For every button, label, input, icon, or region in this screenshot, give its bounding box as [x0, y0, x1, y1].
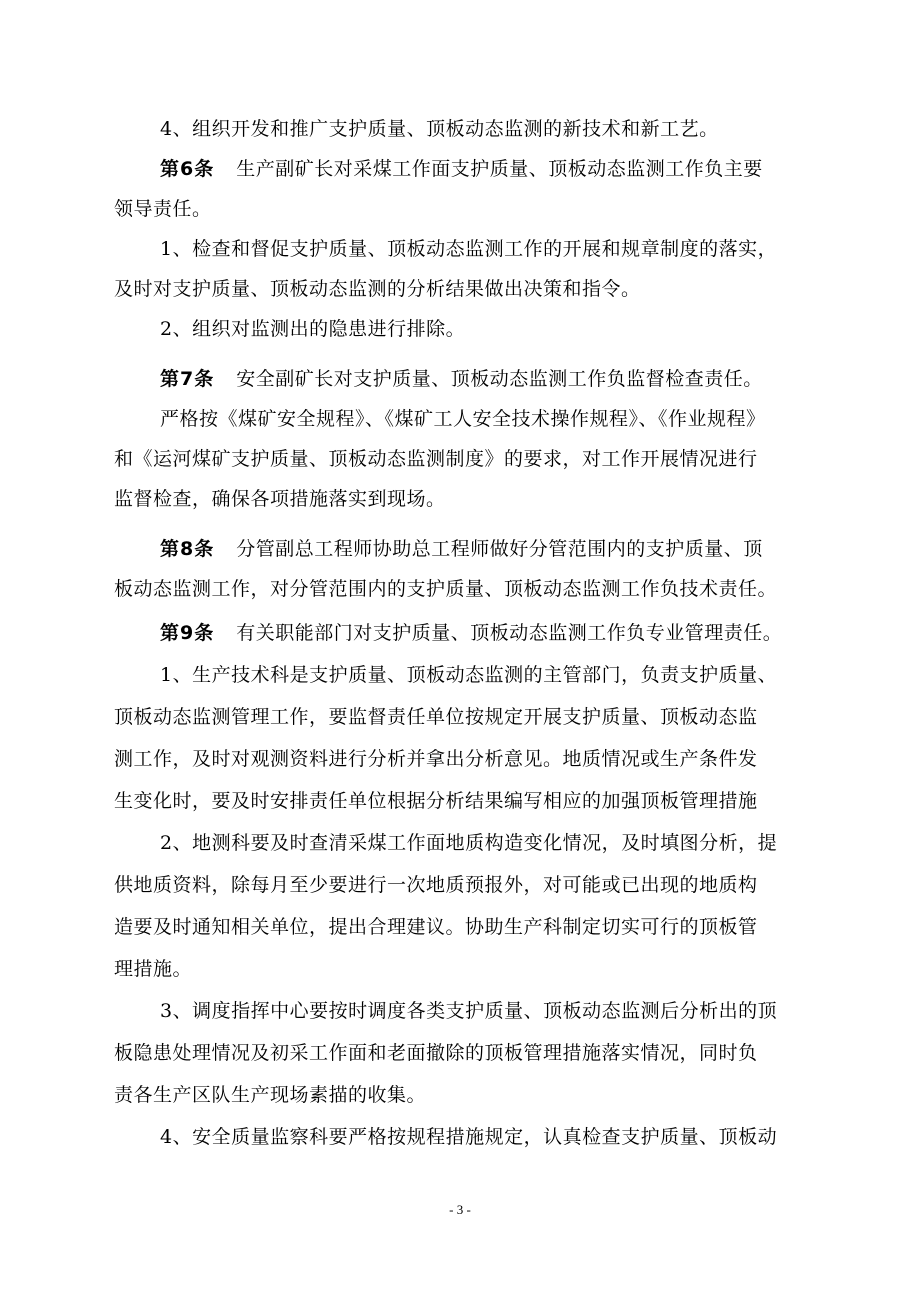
text-line: 领导责任。 [114, 198, 212, 220]
text-line: 生产副矿长对采煤工作面支护质量、顶板动态监测工作负主要 [236, 158, 763, 180]
article-number: 第9条 [160, 622, 215, 644]
text-line: 生变化时，要及时安排责任单位根据分析结果编写相应的加强顶板管理措施 [114, 790, 758, 812]
text-line: 4、安全质量监察科要严格按规程措施规定，认真检查支护质量、顶板动 [160, 1126, 778, 1148]
article-8-line [160, 536, 920, 562]
article-6-line [160, 156, 920, 182]
text-line: 责各生产区队生产现场素描的收集。 [114, 1084, 427, 1106]
page-number: - 3 - [449, 1202, 471, 1217]
text-line: 严格按《煤矿安全规程》、《煤矿工人安全技术操作规程》、《作业规程》 [160, 408, 766, 430]
text-line: 4、组织开发和推广支护质量、顶板动态监测的新技术和新工艺。 [160, 118, 719, 140]
text-line: 监督检查，确保各项措施落实到现场。 [114, 488, 446, 510]
text-line: 测工作，及时对观测资料进行分析并拿出分析意见。地质情况或生产条件发 [114, 748, 758, 770]
text-line: 板隐患处理情况及初采工作面和老面撤除的顶板管理措施落实情况，同时负 [114, 1042, 758, 1064]
article-9-line [160, 620, 920, 646]
text-line: 2、地测科要及时查清采煤工作面地质构造变化情况，及时填图分析，提 [160, 832, 778, 854]
text-line: 造要及时通知相关单位，提出合理建议。协助生产科制定切实可行的顶板管 [114, 916, 758, 938]
article-number: 第7条 [160, 368, 215, 390]
text-line: 理措施。 [114, 958, 193, 980]
article-number: 第8条 [160, 538, 215, 560]
article-7-line [160, 366, 920, 392]
text-line: 和《运河煤矿支护质量、顶板动态监测制度》的要求，对工作开展情况进行 [114, 448, 758, 470]
text-line: 有关职能部门对支护质量、顶板动态监测工作负专业管理责任。 [236, 622, 783, 644]
text-line: 板动态监测工作，对分管范围内的支护质量、顶板动态监测工作负技术责任。 [114, 578, 778, 600]
text-line: 顶板动态监测管理工作，要监督责任单位按规定开展支护质量、顶板动态监 [114, 706, 758, 728]
text-line: 1、生产技术科是支护质量、顶板动态监测的主管部门，负责支护质量、 [160, 664, 778, 686]
text-line: 2、组织对监测出的隐患进行排除。 [160, 318, 466, 340]
text-line: 3、调度指挥中心要按时调度各类支护质量、顶板动态监测后分析出的顶 [160, 1000, 778, 1022]
text-line: 1、检查和督促支护质量、顶板动态监测工作的开展和规章制度的落实， [160, 238, 778, 260]
article-number: 第6条 [160, 158, 215, 180]
text-line: 供地质资料，除每月至少要进行一次地质预报外，对可能或已出现的地质构 [114, 874, 758, 896]
text-line: 及时对支护质量、顶板动态监测的分析结果做出决策和指令。 [114, 278, 641, 300]
text-line: 分管副总工程师协助总工程师做好分管范围内的支护质量、顶 [236, 538, 763, 560]
text-line: 安全副矿长对支护质量、顶板动态监测工作负监督检查责任。 [236, 368, 763, 390]
